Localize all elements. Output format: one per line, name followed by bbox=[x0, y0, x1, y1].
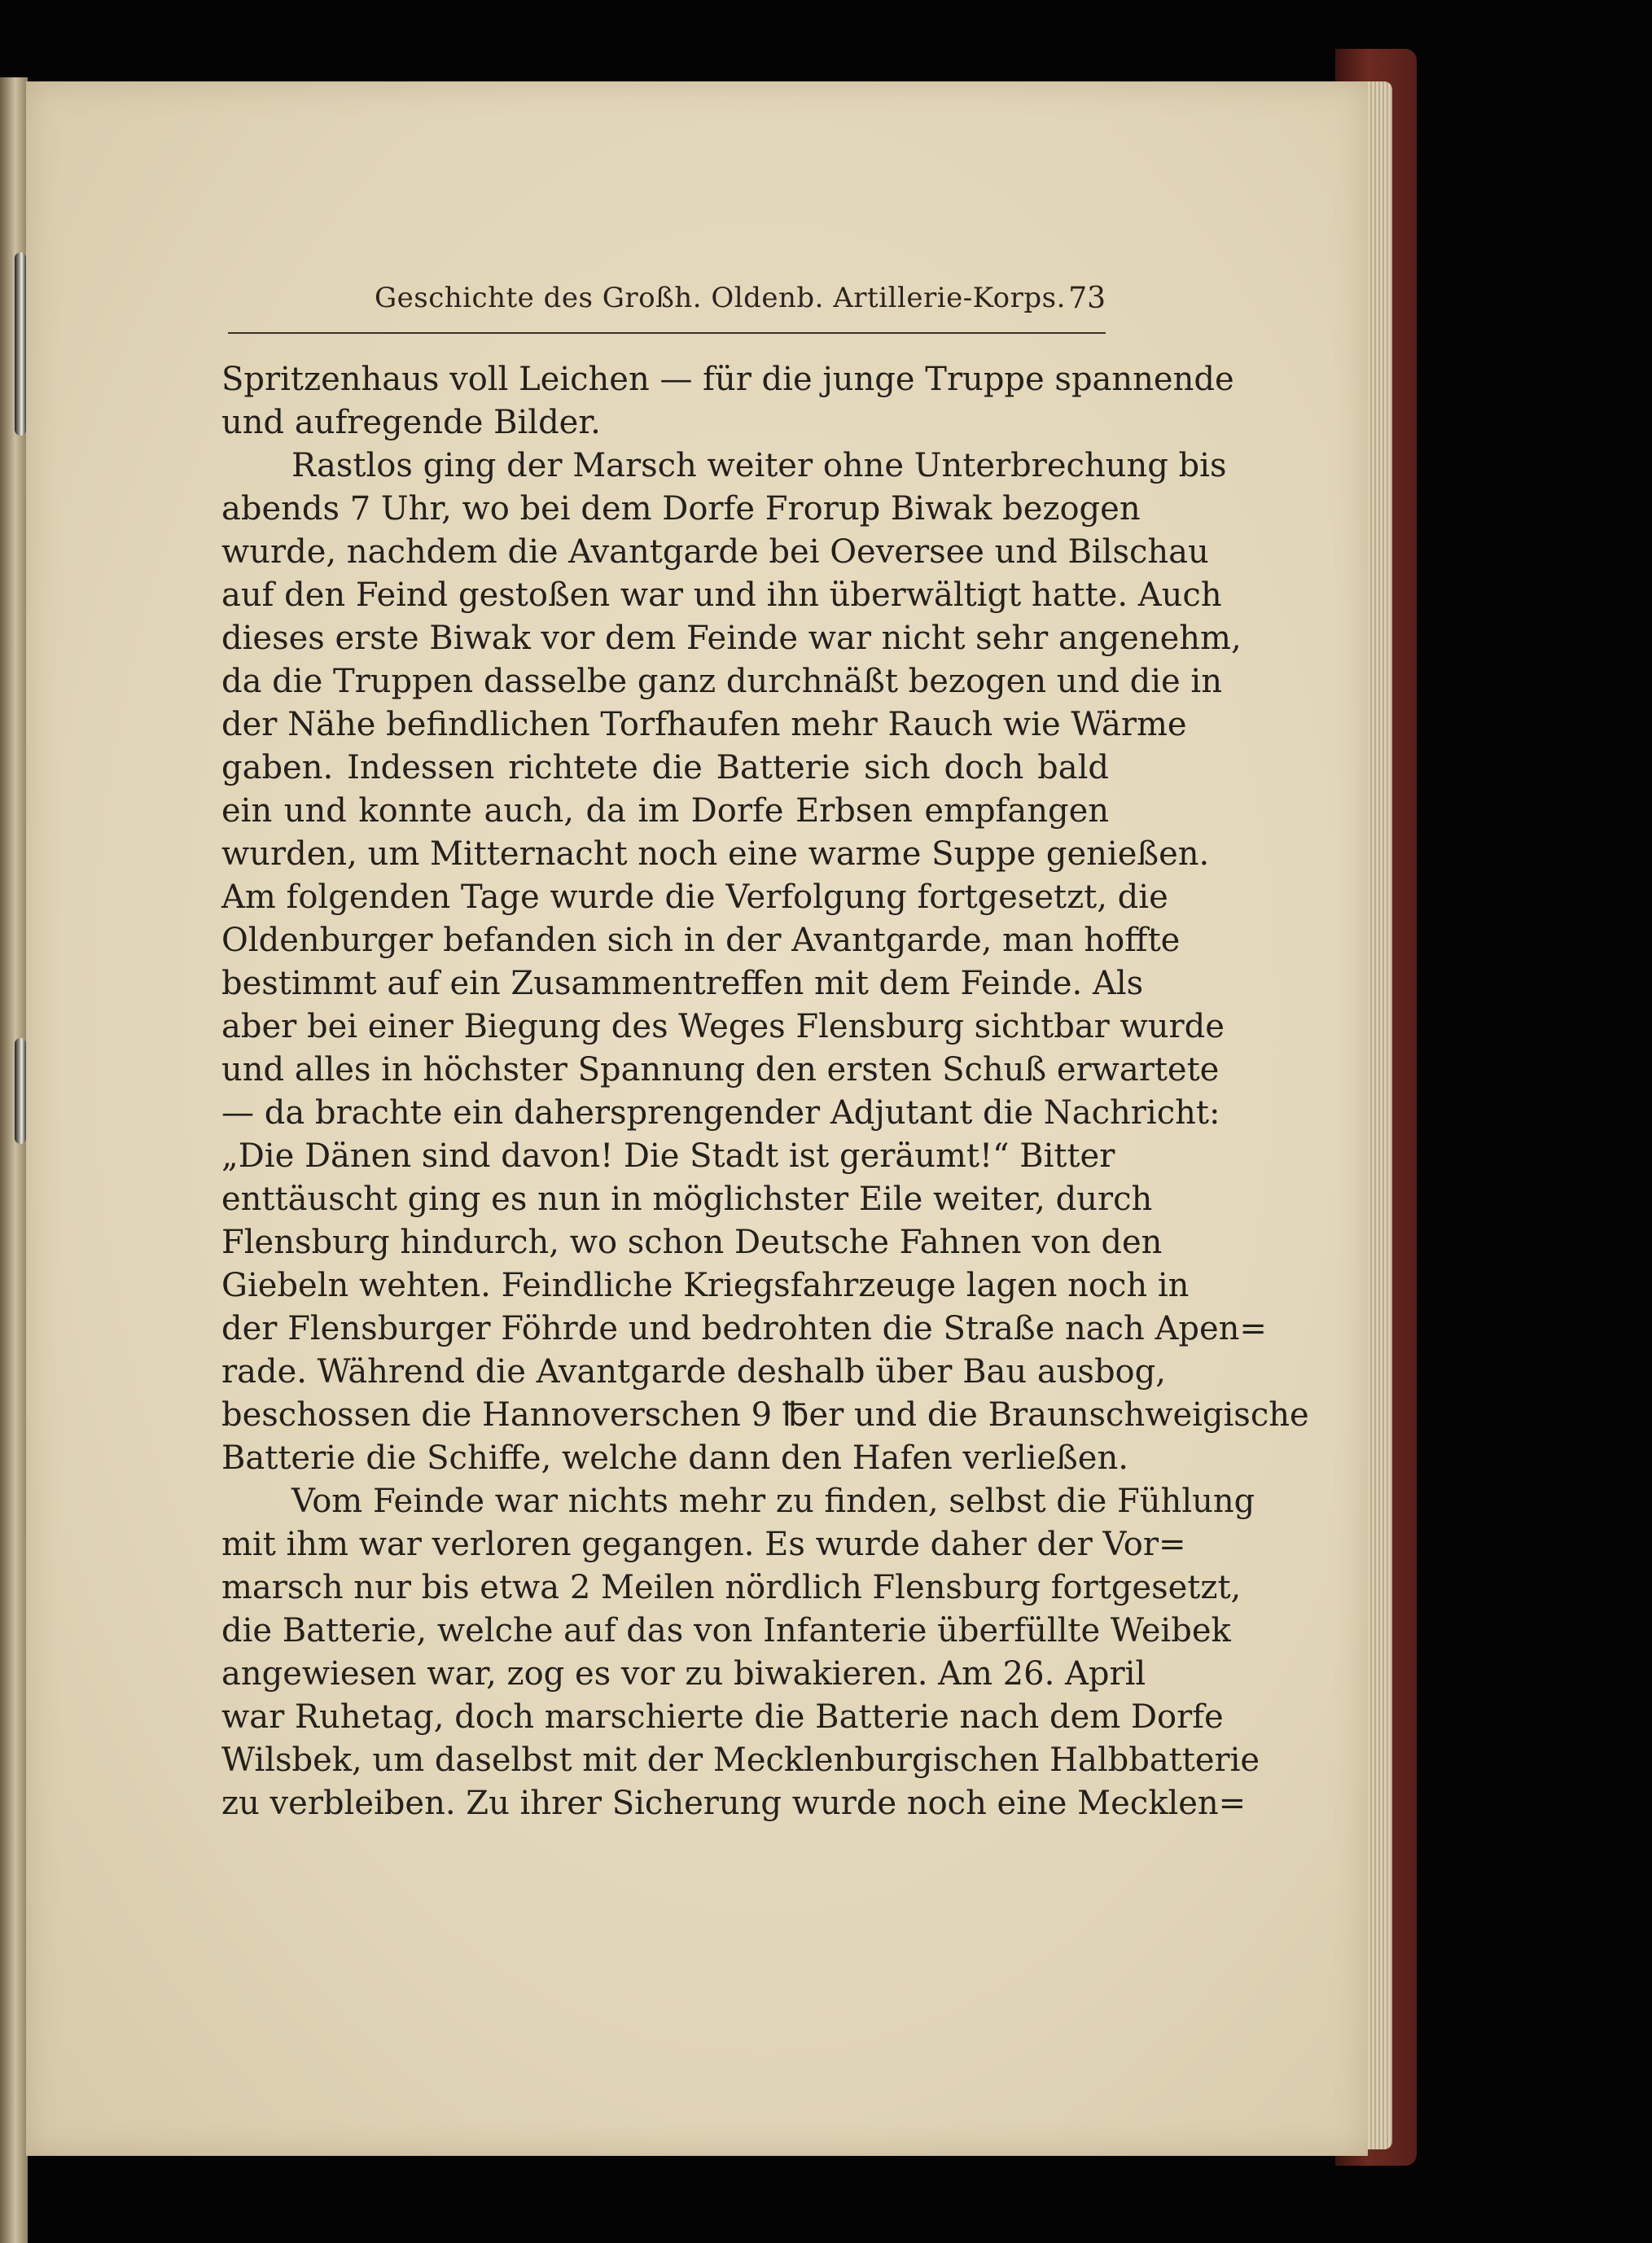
text-line: marsch nur bis etwa 2 Meilen nördlich Flensburg fortgesetzt, bbox=[221, 1569, 1242, 1606]
text-line: Rastlos ging der Marsch weiter ohne Unterbrechung bis bbox=[291, 447, 1227, 484]
text-line: Batterie die Schiffe, welche dann den Hafen verließen. bbox=[221, 1439, 1128, 1477]
text-line: aber bei einer Biegung des Weges Flensburg sichtbar wurde bbox=[221, 1008, 1225, 1045]
page-number: 73 bbox=[1068, 282, 1106, 315]
text-line: Spritzenhaus voll Leichen — für die junge Truppe spannende bbox=[221, 361, 1234, 398]
text-line: die Batterie, welche auf das von Infanterie überfüllte Weibek bbox=[221, 1612, 1231, 1649]
text-line: dieses erste Biwak vor dem Feinde war nicht sehr angenehm, bbox=[221, 620, 1242, 657]
text-line: „Die Dänen sind davon! Die Stadt ist geräumt!“ Bitter bbox=[221, 1137, 1115, 1175]
text-line: der Nähe befindlichen Torfhaufen mehr Rauch wie Wärme bbox=[221, 706, 1187, 743]
text-line: bestimmt auf ein Zusammentreffen mit dem Feinde. Als bbox=[221, 965, 1144, 1002]
text-line: — da brachte ein dahersprengender Adjutant die Nachricht: bbox=[221, 1094, 1220, 1132]
text-line: rade. Während die Avantgarde deshalb über Bau ausbog, bbox=[221, 1353, 1166, 1391]
text-line: wurde, nachdem die Avantgarde bei Oeversee und Bilschau bbox=[221, 533, 1209, 571]
text-line: Flensburg hindurch, wo schon Deutsche Fahnen von den bbox=[221, 1224, 1163, 1261]
text-line: Am folgenden Tage wurde die Verfolgung fortgesetzt, die bbox=[221, 878, 1168, 916]
text-line: und aufregende Bilder. bbox=[221, 404, 601, 441]
text-line: Vom Feinde war nichts mehr zu finden, selbst die Fühlung bbox=[291, 1483, 1255, 1520]
text-line: beschossen die Hannoverschen 9 ℔er und die Braunschweigische bbox=[221, 1396, 1309, 1434]
text-line: ein und konnte auch, da im Dorfe Erbsen empfangen bbox=[221, 792, 1109, 830]
text-line: gaben. Indessen richtete die Batterie sich doch bald bbox=[221, 749, 1109, 786]
body-text bbox=[221, 358, 1309, 1825]
left-page-edge bbox=[0, 77, 28, 2243]
running-header bbox=[228, 278, 1106, 334]
text-line: Giebeln wehten. Feindliche Kriegsfahrzeuge lagen noch in bbox=[221, 1267, 1190, 1304]
text-line: Wilsbek, um daselbst mit der Mecklenburgischen Halbbatterie bbox=[221, 1741, 1260, 1779]
text-line: Oldenburger befanden sich in der Avantgarde, man hoffte bbox=[221, 922, 1181, 959]
binding-clip bbox=[15, 1038, 26, 1144]
text-line: angewiesen war, zog es vor zu biwakieren. Am 26. April bbox=[221, 1655, 1146, 1693]
text-line: zu verbleiben. Zu ihrer Sicherung wurde noch eine Mecklen= bbox=[221, 1785, 1247, 1822]
running-title: Geschichte des Großh. Oldenb. Artillerie-Korps. bbox=[375, 282, 1066, 314]
text-line: der Flensburger Föhrde und bedrohten die Straße nach Apen= bbox=[221, 1310, 1267, 1347]
text-line: da die Truppen dasselbe ganz durchnäßt bezogen und die in bbox=[221, 663, 1222, 700]
text-line: wurden, um Mitternacht noch eine warme Suppe genießen. bbox=[221, 835, 1210, 873]
text-line: war Ruhetag, doch marschierte die Batterie nach dem Dorfe bbox=[221, 1698, 1224, 1736]
text-line: auf den Feind gestoßen war und ihn überwältigt hatte. Auch bbox=[221, 576, 1222, 614]
text-line: und alles in höchster Spannung den ersten Schuß erwartete bbox=[221, 1051, 1220, 1089]
text-line: abends 7 Uhr, wo bei dem Dorfe Frorup Biwak bezogen bbox=[221, 490, 1141, 528]
binding-clip bbox=[15, 252, 26, 436]
text-line: mit ihm war verloren gegangen. Es wurde daher der Vor= bbox=[221, 1526, 1186, 1563]
text-line: enttäuscht ging es nun in möglichster Eile weiter, durch bbox=[221, 1181, 1153, 1218]
